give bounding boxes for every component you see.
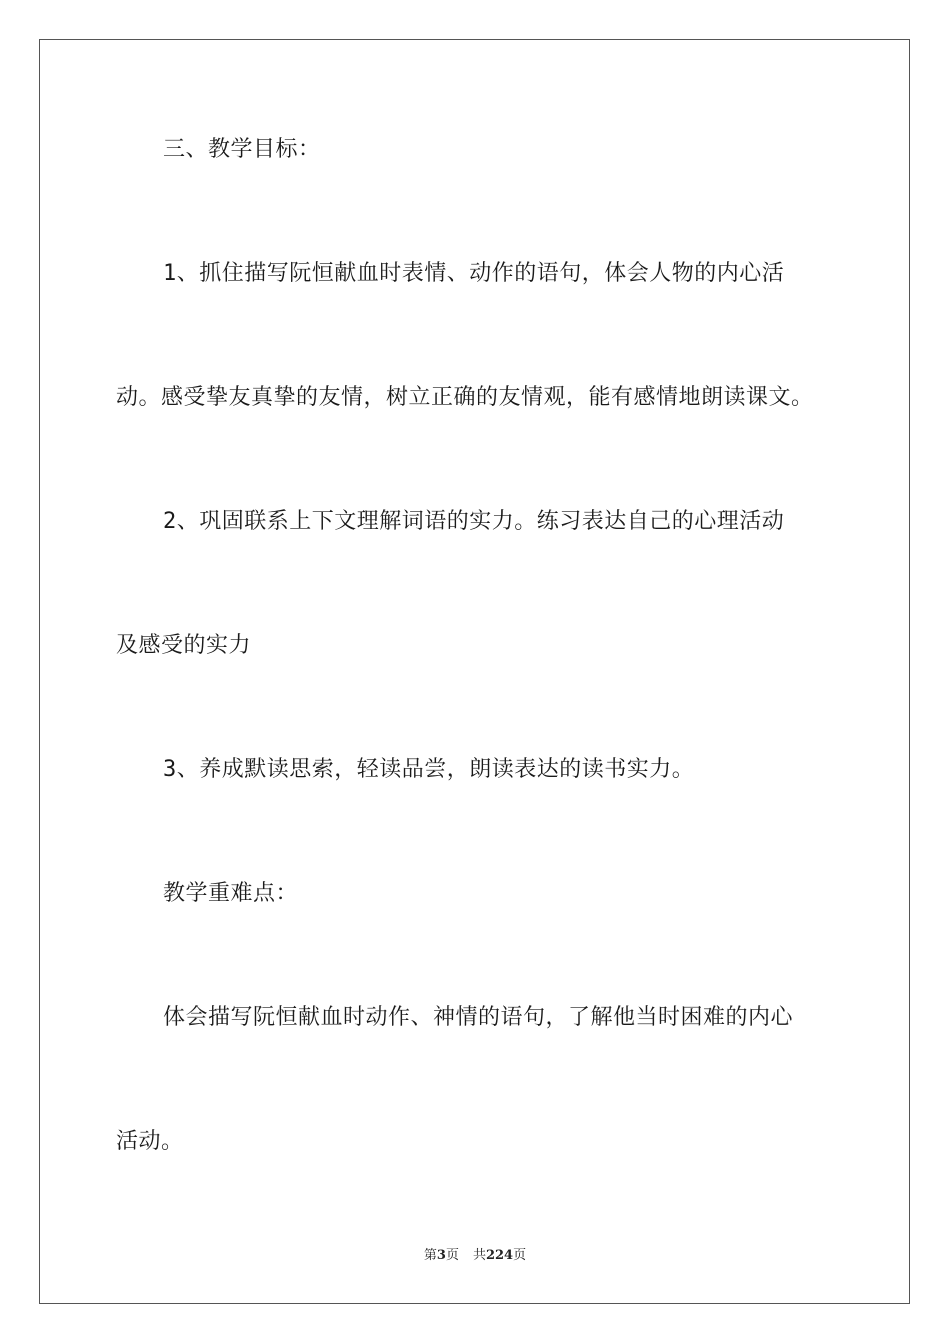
paragraph-line: 2、巩固联系上下文理解词语的实力。练习表达自己的心理活动: [163, 509, 785, 534]
footer-page-suffix: 页: [445, 1248, 459, 1263]
footer-page-number: 3: [436, 1248, 446, 1263]
footer-total-pages: 224: [485, 1248, 514, 1263]
page-footer: [0, 1247, 950, 1265]
page-border: [39, 39, 910, 1304]
paragraph-line: 1、抓住描写阮恒献血时表情、动作的语句，体会人物的内心活: [163, 261, 785, 286]
section-heading-teaching-goals: 三、教学目标：: [163, 137, 321, 162]
paragraph-line: 及感受的实力: [116, 633, 252, 658]
section-heading-key-points: 教学重难点：: [163, 881, 299, 906]
footer-total-prefix: 共: [472, 1248, 486, 1263]
footer-page-prefix: 第: [423, 1248, 437, 1263]
paragraph-line: 动。感受挚友真挚的友情，树立正确的友情观，能有感情地朗读课文。: [116, 385, 814, 410]
footer-total-suffix: 页: [513, 1248, 527, 1263]
paragraph-line: 活动。: [116, 1129, 184, 1154]
paragraph-line: 体会描写阮恒献血时动作、神情的语句，了解他当时困难的内心: [163, 1005, 794, 1030]
paragraph-line: 3、养成默读思索，轻读品尝，朗读表达的读书实力。: [163, 757, 695, 782]
